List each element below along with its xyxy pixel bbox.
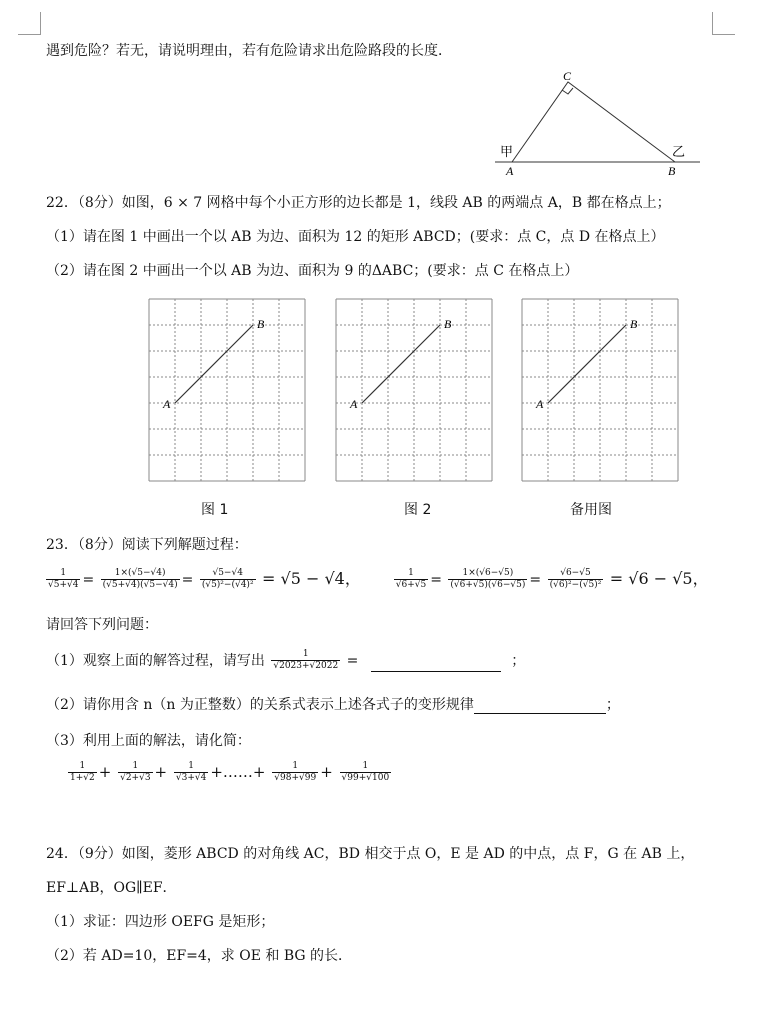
q24-part1: （1）求证：四边形 OEFG 是矩形； — [46, 914, 275, 930]
grid-figure-2 — [335, 298, 493, 482]
q24-line1: 24．（9分）如图，菱形 ABCD 的对角线 AC，BD 相交于点 O，E 是 AD 的中点，点 F，G 在 AB 上， — [46, 846, 695, 862]
grid-label-A: A — [350, 397, 358, 411]
corner-mark-left — [18, 12, 41, 35]
q23-part3: （3）利用上面的解法，请化简： — [46, 733, 251, 749]
q23-part2-answer-blank[interactable] — [474, 697, 606, 714]
q23-part1-fraction: $\frac{1}{√2023+√2022}$ — [273, 649, 339, 671]
grid-label-B: B — [630, 317, 638, 331]
q22-part1: （1）请在图 1 中画出一个以 AB 为边、面积为 12 的矩形 ABCD；(要求：点 C，点 D 在格点上） — [46, 229, 665, 245]
triangle-label-C: C — [563, 69, 572, 83]
q24-part2: （2）若 AD=10，EF=4，求 OE 和 BG 的长． — [46, 948, 353, 964]
grid-label-A: A — [163, 397, 171, 411]
sum-term-1: $\frac{1}{1+√2}$ — [70, 761, 95, 783]
eq1-step2: $\frac{√5-√4}{\text{(√5)²−(√4)²}}$ — [201, 568, 254, 590]
segment-AB — [548, 325, 626, 403]
triangle-label-B: B — [668, 164, 676, 178]
q23-part2-text: （2）请你用含 n（n 为正整数）的关系式表示上述各式子的变形规律 — [46, 697, 474, 713]
sum-ellipsis: +……+ — [210, 762, 266, 781]
grid-figure-spare — [521, 298, 679, 482]
intro-line: 遇到危险？若无，请说明理由，若有危险请求出危险路段的长度． — [46, 43, 452, 59]
sum-term-99: $\frac{1}{√99+√100}$ — [341, 761, 390, 783]
caption-figure-spare: 备用图 — [570, 502, 612, 518]
corner-mark-right — [712, 12, 735, 35]
eq1-result: = √5 − √4， — [262, 569, 361, 588]
triangle-figure — [490, 68, 705, 180]
q23-part1-answer-blank[interactable] — [371, 655, 501, 672]
q22-part2: （2）请在图 2 中画出一个以 AB 为边、面积为 9 的ΔABC；(要求：点 C 在格点上） — [46, 263, 579, 279]
q23-part1-text: （1）观察上面的解答过程，请写出 — [46, 653, 265, 669]
eq2-lhs: $\frac{1}{√6+√5}$ — [395, 568, 427, 590]
triangle-label-A: A — [506, 164, 514, 178]
sum-term-2: $\frac{1}{√2+√3}$ — [120, 761, 151, 783]
grid-label-B: B — [444, 317, 452, 331]
segment-AB — [175, 325, 253, 403]
q23-sum-expression: $\frac{1}{1+√2}$ + $\frac{1}{√2+√3}$ + $\frac{1}{√3+√4}$ +……+ $\frac{1}{√98+√99}$ + $\frac{1}{√99+√100}$ — [70, 761, 390, 783]
grid-figure-1 — [148, 298, 306, 482]
caption-figure-2: 图 2 — [404, 502, 432, 518]
segment-AB — [362, 325, 440, 403]
q22-stem: 22．（8分）如图，6 × 7 网格中每个小正方形的边长都是 1，线段 AB 的两端点 A，B 都在格点上； — [46, 195, 671, 211]
sum-term-98: $\frac{1}{√98+√99}$ — [274, 761, 317, 783]
eq2-step2: $\frac{√6-√5}{\text{(√6)²−(√5)²}}$ — [549, 568, 602, 590]
grid-label-A: A — [536, 397, 544, 411]
grid-label-B: B — [257, 317, 265, 331]
eq2-step1: $\frac{1\times(√6-√5)}{(√6+√5)(√6-√5)}$ — [450, 568, 526, 590]
eq1-lhs: $\frac{1}{√5+√4}$ — [48, 568, 79, 590]
q23-part1-tail: ； — [511, 653, 526, 669]
eq1-step1: $\frac{1\times(√5-√4)}{(√5+√4)(√5-√4)}$ — [102, 568, 178, 590]
q23-part2 — [46, 694, 620, 714]
q23-prompt: 请回答下列问题： — [46, 617, 158, 633]
q23-stem: 23．（8分）阅读下列解题过程： — [46, 537, 248, 553]
eq2-result: = √6 − √5， — [609, 569, 709, 588]
q24-line2: EF⊥AB，OG∥EF． — [46, 880, 177, 896]
q23-part1: （1）观察上面的解答过程，请写出 $\frac{1}{√2023+√2022}$ = ； — [46, 649, 526, 671]
triangle-label-jia: 甲 — [500, 145, 514, 160]
q23-example-equations: $\frac{1}{√5+√4}$ = $\frac{1\times(√5-√4)}{(√5+√4)(√5-√4)}$ = $\frac{√5-√4}{\text{(√5)²−(√4)²}}$ = √5 − √4， $\frac{1}{√6+√5}$ = $\frac{1\times(√6-√5)}{(√6+√5)(√6-√5)}$ = $\frac{√6-√5}{\text{(√6)²−(√5)²}}$ = √6 − √5， — [48, 568, 709, 590]
triangle-label-yi: 乙 — [672, 145, 686, 160]
q23-part2-tail: ； — [605, 697, 620, 713]
sum-term-3: $\frac{1}{√3+√4}$ — [175, 761, 207, 783]
caption-figure-1: 图 1 — [201, 502, 229, 518]
